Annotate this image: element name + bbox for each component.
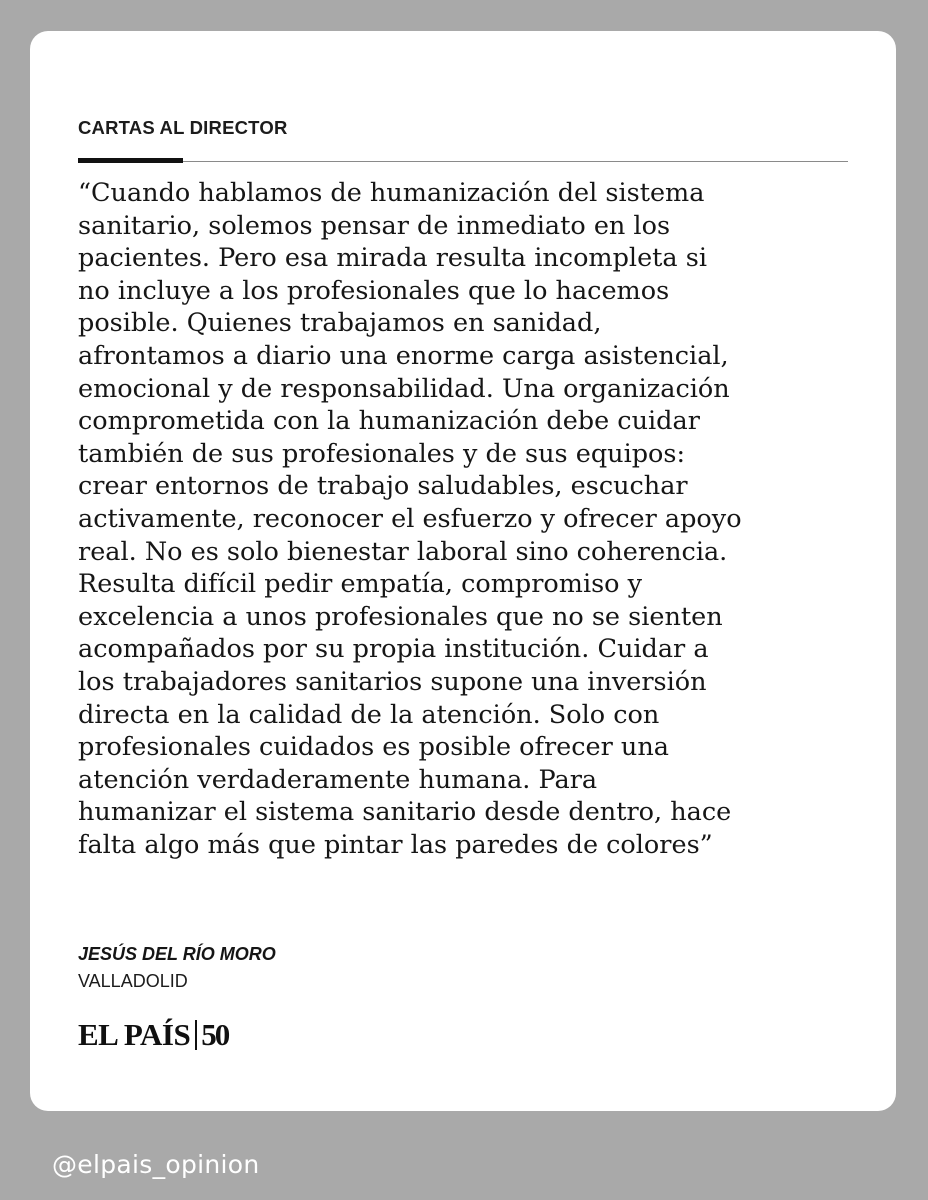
letter-card (30, 31, 896, 1111)
letter-line: profesionales cuidados es posible ofrecer una (78, 732, 669, 763)
el-pais-logo (78, 1018, 228, 1052)
letter-line: atención verdaderamente humana. Para (78, 764, 598, 795)
section-title: CARTAS AL DIRECTOR (78, 117, 288, 138)
letter-line: acompañados por su propia institución. Cuidar a (78, 634, 709, 665)
author-city: VALLADOLID (78, 971, 188, 991)
letter-line: sanitario, solemos pensar de inmediato en los (78, 210, 671, 241)
letter-line: los trabajadores sanitarios supone una inversión (78, 666, 707, 697)
author-name: JESÚS DEL RÍO MORO (78, 944, 276, 964)
letter-line: humanizar el sistema sanitario desde dentro, hace (78, 797, 732, 828)
logo-separator (195, 1020, 197, 1050)
letter-line: “Cuando hablamos de humanización del sistema (78, 178, 705, 208)
letter-line: excelencia a unos profesionales que no se sienten (78, 601, 723, 632)
letter-line: posible. Quienes trabajamos en sanidad, (78, 308, 602, 339)
logo-anniversary: 50 (201, 1017, 229, 1052)
header-accent-bar (78, 158, 183, 163)
social-handle: @elpais_opinion (52, 1150, 260, 1179)
letter-body (78, 177, 878, 861)
letter-line: crear entornos de trabajo saludables, escuchar (78, 471, 688, 502)
logo-wordmark: EL PAÍS (78, 1017, 191, 1052)
letter-line: real. No es solo bienestar laboral sino coherencia. (78, 536, 728, 567)
letter-line: afrontamos a diario una enorme carga asistencial, (78, 340, 729, 371)
letter-line: no incluye a los profesionales que lo hacemos (78, 275, 670, 306)
header-divider (78, 161, 848, 162)
letter-line: pacientes. Pero esa mirada resulta incompleta si (78, 243, 707, 274)
letter-line: también de sus profesionales y de sus equipos: (78, 438, 686, 469)
letter-line: falta algo más que pintar las paredes de colores” (78, 829, 713, 860)
letter-line: directa en la calidad de la atención. Solo con (78, 699, 660, 730)
letter-line: emocional y de responsabilidad. Una organización (78, 373, 730, 404)
letter-line: activamente, reconocer el esfuerzo y ofrecer apoyo (78, 503, 742, 534)
letter-line: Resulta difícil pedir empatía, compromiso y (78, 569, 643, 600)
letter-line: comprometida con la humanización debe cuidar (78, 406, 700, 437)
